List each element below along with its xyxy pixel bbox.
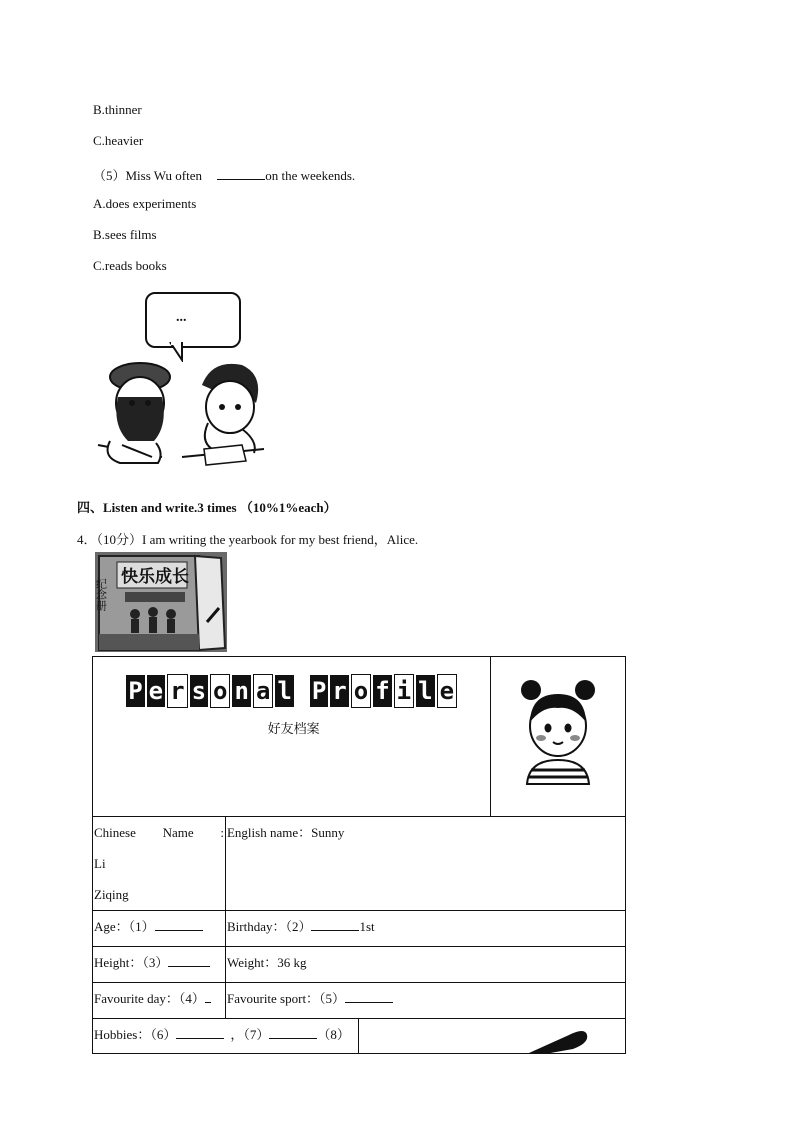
option-b-thinner: B.thinner	[93, 102, 142, 117]
chinese-name-cell	[93, 817, 226, 911]
personal-profile-logo	[94, 674, 489, 710]
kids-talking-illustration	[92, 345, 268, 477]
yearbook-cover-photo	[95, 552, 227, 652]
logo-letter: l	[277, 677, 292, 705]
section-4-heading: 四、Listen and write.3 times （10%1%each）	[77, 500, 337, 515]
logo-letter: r	[167, 674, 187, 708]
logo-letter: e	[148, 677, 164, 705]
option-a: A.does experiments	[93, 196, 197, 211]
chinese-name-value: Ziqing	[94, 887, 129, 902]
hobbies-cell	[93, 1019, 359, 1054]
question-5-after: on the weekends.	[265, 168, 356, 183]
logo-letter: i	[394, 674, 414, 708]
question-5-label: （5）Miss Wu often	[93, 168, 203, 183]
weight-label: Weight：36 kg	[226, 955, 307, 970]
favourite-sport-cell	[225, 983, 625, 1019]
chinese-name-label	[94, 817, 224, 879]
logo-letter: r	[332, 677, 347, 705]
birthday-suffix: 1st	[359, 919, 375, 934]
logo-letter: P	[128, 677, 143, 705]
option-c-heavier: C.heavier	[93, 133, 144, 148]
personal-profile-table	[92, 656, 626, 1054]
photo-side-text: 纪念册	[95, 578, 108, 611]
age-blank[interactable]	[155, 919, 203, 931]
logo-letter: s	[191, 677, 207, 705]
english-name-cell	[225, 817, 625, 911]
option-b: B.sees films	[93, 227, 157, 242]
hobbies-8-label: （8）	[317, 1027, 350, 1042]
profile-title-cell	[93, 657, 491, 817]
weight-cell	[225, 947, 625, 983]
speech-bubble-text: ...	[176, 310, 187, 325]
chinese-name-label-text: Chinese Name : Li	[94, 825, 224, 871]
logo-letter: l	[418, 677, 433, 705]
logo-letter: P	[311, 677, 327, 705]
hobbies-image-cell	[358, 1019, 625, 1054]
height-label: Height：（3）	[94, 955, 169, 970]
favourite-day-label: Favourite day：（4）	[94, 991, 205, 1006]
hobbies-7-blank[interactable]	[269, 1027, 317, 1039]
birthday-blank[interactable]	[311, 919, 359, 931]
answer-blank[interactable]	[217, 168, 265, 180]
favourite-day-blank[interactable]	[205, 991, 211, 1003]
hobbies-7-label: ，（7）	[230, 1027, 270, 1042]
birthday-label: Birthday：（2）	[226, 919, 312, 934]
photo-title-text: 快乐成长	[121, 567, 189, 587]
favourite-sport-label: Favourite sport：（5）	[226, 991, 346, 1006]
logo-letter: e	[437, 674, 457, 708]
hobbies-6-label: Hobbies：（6）	[94, 1027, 177, 1042]
birthday-cell	[225, 911, 625, 947]
logo-letter: a	[253, 674, 273, 708]
question-4-prompt: 4．（10分）I am writing the yearbook for my best friend，Alice.	[77, 532, 419, 547]
profile-avatar-cell	[491, 657, 626, 817]
girl-avatar	[517, 676, 599, 786]
logo-letter: n	[234, 677, 249, 705]
logo-letter: o	[210, 674, 230, 708]
logo-letter: f	[375, 677, 390, 705]
height-blank[interactable]	[168, 955, 210, 967]
favourite-sport-blank[interactable]	[345, 991, 393, 1003]
height-cell	[93, 947, 226, 983]
age-cell	[93, 911, 226, 947]
question-5	[93, 165, 355, 184]
pencil-drawing	[529, 1019, 626, 1054]
english-name: English name：Sunny	[226, 825, 345, 840]
favourite-day-cell	[93, 983, 226, 1019]
logo-letter: o	[351, 674, 371, 708]
profile-subtitle: 好友档案	[267, 722, 320, 737]
age-label: Age：（1）	[94, 919, 155, 934]
hobbies-6-blank[interactable]	[176, 1027, 224, 1039]
speech-bubble	[145, 292, 241, 348]
option-c: C.reads books	[93, 258, 167, 273]
